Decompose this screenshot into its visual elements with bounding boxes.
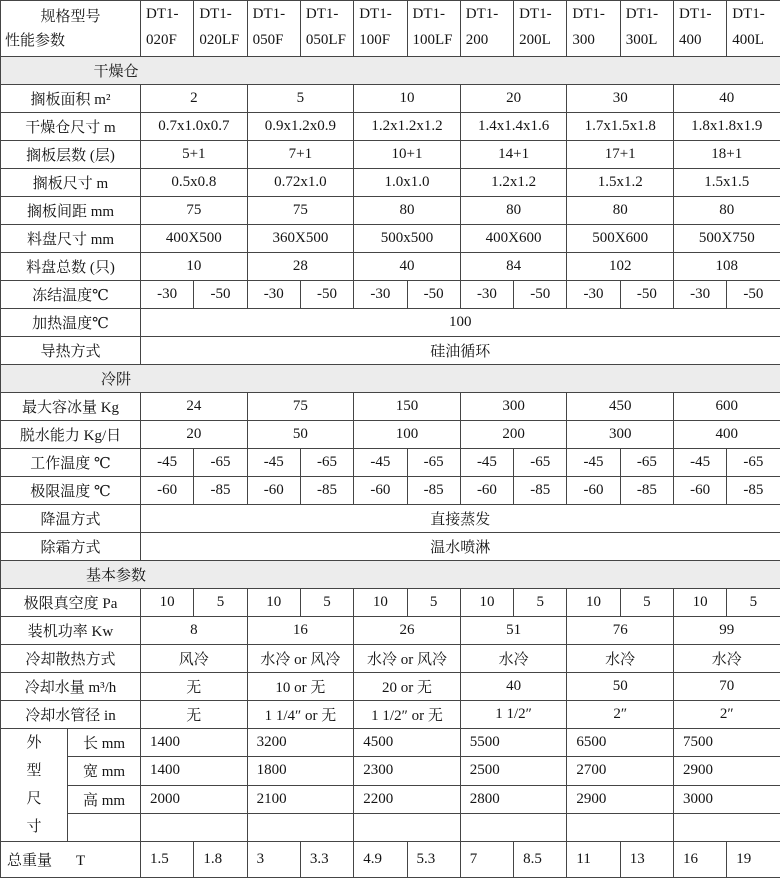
value-cell: -60 [567, 477, 620, 505]
dimension-sub-label: 宽 mm [68, 757, 141, 785]
model-prefix: DT1- [305, 6, 339, 22]
value-cell: 1.8x1.8x1.9 [673, 113, 780, 141]
value-cell: 0.5x0.8 [141, 169, 248, 197]
value-cell: -60 [247, 477, 300, 505]
value-cell: 1400 [141, 757, 248, 785]
value-cell: 300 [567, 421, 674, 449]
section-title: 基本参数 [85, 568, 146, 584]
value-cell: 水冷 or 风冷 [354, 645, 461, 673]
row-label: 料盘尺寸 mm [1, 225, 141, 253]
value-cell: 108 [673, 253, 780, 281]
value-cell [567, 813, 674, 841]
model-header-cell [194, 1, 247, 57]
model-code: 400 [678, 32, 702, 48]
value-cell: 80 [673, 197, 780, 225]
value-cell: 100 [141, 309, 780, 337]
model-code: 300 [572, 32, 595, 48]
value-cell: 2900 [673, 757, 780, 785]
value-cell: 5 [514, 589, 567, 617]
header-row [1, 1, 780, 57]
model-header-cell [407, 1, 460, 57]
model-prefix: DT1- [519, 6, 552, 22]
value-cell: 1.5 [141, 842, 194, 878]
value-cell: -30 [247, 281, 300, 309]
performance-param-label: 性能参数 [5, 33, 66, 49]
value-cell: 8.5 [514, 842, 567, 878]
spec-row [1, 673, 780, 701]
value-cell [460, 813, 567, 841]
value-cell: 7+1 [247, 141, 354, 169]
value-cell [141, 813, 248, 841]
value-cell: 75 [247, 393, 354, 421]
value-cell: -85 [407, 477, 460, 505]
value-cell: 50 [247, 421, 354, 449]
model-code: 100LF [412, 32, 453, 48]
value-cell: 1.5x1.2 [567, 169, 674, 197]
value-cell: 76 [567, 617, 674, 645]
value-cell: 10 or 无 [247, 673, 354, 701]
value-cell: -85 [727, 477, 780, 505]
spec-row [1, 141, 780, 169]
value-cell: 80 [567, 197, 674, 225]
value-cell: 硅油循环 [141, 337, 780, 365]
row-label: 导热方式 [1, 337, 141, 365]
model-code: 200 [465, 32, 489, 48]
row-label: 搁板间距 mm [1, 197, 141, 225]
dimension-row [1, 729, 780, 757]
value-cell: 5 [247, 85, 354, 113]
value-cell: 5+1 [141, 141, 248, 169]
value-cell: 6500 [567, 729, 674, 757]
value-cell: 24 [141, 393, 248, 421]
value-cell: 500x500 [354, 225, 461, 253]
value-cell: 40 [460, 673, 567, 701]
value-cell: -85 [194, 477, 247, 505]
model-header-cell [300, 1, 353, 57]
spec-row [1, 421, 780, 449]
value-cell: 30 [567, 85, 674, 113]
model-header-cell [514, 1, 567, 57]
section-title-cell [1, 365, 780, 393]
model-header-cell [620, 1, 673, 57]
spec-row [1, 253, 780, 281]
value-cell: 水冷 [460, 645, 567, 673]
value-cell: 450 [567, 393, 674, 421]
value-cell: 5 [727, 589, 780, 617]
value-cell: -45 [141, 449, 194, 477]
value-cell: 50 [567, 673, 674, 701]
value-cell: 28 [247, 253, 354, 281]
value-cell: 2000 [141, 785, 248, 813]
value-cell: 1.5x1.5 [673, 169, 780, 197]
value-cell: -30 [567, 281, 620, 309]
row-label: 加热温度℃ [1, 309, 141, 337]
spec-row [1, 393, 780, 421]
spec-row [1, 169, 780, 197]
dimension-group-char: 寸 [26, 819, 42, 835]
value-cell: 1.8 [194, 842, 247, 878]
value-cell: 2″ [673, 701, 780, 729]
value-cell: 1400 [141, 729, 248, 757]
model-header-cell [247, 1, 300, 57]
value-cell: 10 [354, 85, 461, 113]
value-cell: -30 [141, 281, 194, 309]
value-cell: 0.7x1.0x0.7 [141, 113, 248, 141]
value-cell: 3 [247, 842, 300, 878]
value-cell: 3.3 [300, 842, 353, 878]
spec-row [1, 533, 780, 561]
value-cell: 3200 [247, 729, 354, 757]
value-cell: 360X500 [247, 225, 354, 253]
value-cell: -60 [460, 477, 513, 505]
value-cell [247, 813, 354, 841]
spec-row [1, 225, 780, 253]
value-cell: 7500 [673, 729, 780, 757]
value-cell: 直接蒸发 [141, 505, 780, 533]
value-cell: 2″ [567, 701, 674, 729]
row-label: 工作温度 ℃ [1, 449, 141, 477]
row-label [1, 842, 141, 878]
spec-row [1, 281, 780, 309]
value-cell: 99 [673, 617, 780, 645]
value-cell: 水冷 [673, 645, 780, 673]
value-cell: 无 [141, 701, 248, 729]
value-cell: -45 [460, 449, 513, 477]
value-cell: 1 1/4″ or 无 [247, 701, 354, 729]
model-code: 020F [146, 32, 177, 48]
value-cell: 10 [673, 589, 726, 617]
value-cell: 40 [673, 85, 780, 113]
value-cell: -45 [247, 449, 300, 477]
value-cell: 1.4x1.4x1.6 [460, 113, 567, 141]
row-label: 装机功率 Kw [1, 617, 141, 645]
value-cell: 600 [673, 393, 780, 421]
value-cell: -65 [514, 449, 567, 477]
model-prefix: DT1- [359, 6, 392, 22]
total-weight-row [1, 842, 780, 878]
value-cell: 20 [460, 85, 567, 113]
corner-cell [1, 1, 141, 57]
value-cell: 0.9x1.2x0.9 [247, 113, 354, 141]
section-title-cell [1, 561, 780, 589]
row-label: 料盘总数 (只) [1, 253, 141, 281]
value-cell: 19 [727, 842, 780, 878]
value-cell: 5 [194, 589, 247, 617]
value-cell: -50 [727, 281, 780, 309]
value-cell: 80 [460, 197, 567, 225]
spec-row [1, 589, 780, 617]
value-cell: 3000 [673, 785, 780, 813]
model-code: 050F [252, 32, 284, 48]
value-cell: 18+1 [673, 141, 780, 169]
value-cell: -60 [141, 477, 194, 505]
value-cell: 200 [460, 421, 567, 449]
model-header-cell [673, 1, 726, 57]
row-label: 冻结温度℃ [1, 281, 141, 309]
value-cell: -30 [673, 281, 726, 309]
weight-unit: T [76, 853, 86, 869]
value-cell: 2500 [460, 757, 567, 785]
model-prefix: DT1- [199, 6, 232, 22]
value-cell: 500X750 [673, 225, 780, 253]
value-cell: -85 [300, 477, 353, 505]
weight-label-text: 总重量 [7, 853, 53, 869]
value-cell: -30 [460, 281, 513, 309]
value-cell: 400 [673, 421, 780, 449]
model-prefix: DT1- [678, 6, 712, 22]
value-cell: 75 [247, 197, 354, 225]
value-cell: -45 [567, 449, 620, 477]
section-title: 冷阱 [100, 372, 131, 388]
spec-row [1, 113, 780, 141]
spec-row [1, 449, 780, 477]
value-cell: 4.9 [354, 842, 407, 878]
dimension-row [1, 785, 780, 813]
value-cell: 无 [141, 673, 248, 701]
spec-row [1, 617, 780, 645]
value-cell: 2800 [460, 785, 567, 813]
value-cell [354, 813, 461, 841]
dimension-row [1, 757, 780, 785]
model-prefix: DT1- [625, 6, 659, 22]
value-cell: 7 [460, 842, 513, 878]
model-prefix: DT1- [252, 6, 286, 22]
model-header-cell [354, 1, 407, 57]
value-cell: 500X600 [567, 225, 674, 253]
value-cell: 2700 [567, 757, 674, 785]
dimension-row [1, 813, 780, 841]
value-cell: 70 [673, 673, 780, 701]
row-label: 干燥仓尺寸 m [1, 113, 141, 141]
value-cell: 5 [620, 589, 673, 617]
row-label: 冷却散热方式 [1, 645, 141, 673]
section-row [1, 561, 780, 589]
model-prefix: DT1- [572, 6, 605, 22]
value-cell: 5 [407, 589, 460, 617]
value-cell: 17+1 [567, 141, 674, 169]
value-cell: -65 [727, 449, 780, 477]
dimension-sub-label [68, 813, 141, 841]
value-cell: 400X600 [460, 225, 567, 253]
model-code: 100F [359, 32, 391, 48]
value-cell: 2900 [567, 785, 674, 813]
row-label: 冷却水量 m³/h [1, 673, 141, 701]
value-cell: 150 [354, 393, 461, 421]
spec-row [1, 337, 780, 365]
value-cell: 10 [460, 589, 513, 617]
value-cell [673, 813, 780, 841]
value-cell: 2300 [354, 757, 461, 785]
spec-row [1, 197, 780, 225]
value-cell: 10 [247, 589, 300, 617]
value-cell: 26 [354, 617, 461, 645]
spec-row [1, 645, 780, 673]
row-label: 搁板层数 (层) [1, 141, 141, 169]
value-cell: 5.3 [407, 842, 460, 878]
model-header-cell [727, 1, 780, 57]
value-cell: 10 [354, 589, 407, 617]
value-cell: 风冷 [141, 645, 248, 673]
row-label: 降温方式 [1, 505, 141, 533]
value-cell: -50 [194, 281, 247, 309]
model-code: 020LF [199, 32, 240, 48]
model-prefix: DT1- [732, 6, 765, 22]
value-cell: 14+1 [460, 141, 567, 169]
value-cell: -85 [620, 477, 673, 505]
value-cell: 1800 [247, 757, 354, 785]
value-cell: 水冷 or 风冷 [247, 645, 354, 673]
value-cell: -50 [300, 281, 353, 309]
spec-row [1, 309, 780, 337]
value-cell: 1.2x1.2x1.2 [354, 113, 461, 141]
spec-row [1, 477, 780, 505]
row-label: 搁板面积 m² [1, 85, 141, 113]
value-cell: 300 [460, 393, 567, 421]
model-prefix: DT1- [146, 6, 179, 22]
dimension-sub-label: 高 mm [68, 785, 141, 813]
value-cell: -45 [673, 449, 726, 477]
model-prefix: DT1- [465, 6, 499, 22]
value-cell: 温水喷淋 [141, 533, 780, 561]
value-cell: -50 [514, 281, 567, 309]
model-header-cell [567, 1, 620, 57]
dimension-group-label [1, 729, 68, 842]
value-cell: -60 [354, 477, 407, 505]
value-cell: 水冷 [567, 645, 674, 673]
value-cell: -60 [673, 477, 726, 505]
value-cell: 1.2x1.2 [460, 169, 567, 197]
value-cell: 5500 [460, 729, 567, 757]
dimension-group-char: 型 [26, 763, 42, 779]
row-label: 冷却水管径 in [1, 701, 141, 729]
value-cell: 16 [247, 617, 354, 645]
value-cell: 11 [567, 842, 620, 878]
value-cell: 102 [567, 253, 674, 281]
model-header-cell [141, 1, 194, 57]
value-cell: 400X500 [141, 225, 248, 253]
value-cell: 13 [620, 842, 673, 878]
section-row [1, 57, 780, 85]
value-cell: -65 [300, 449, 353, 477]
value-cell: 80 [354, 197, 461, 225]
value-cell: -50 [407, 281, 460, 309]
value-cell: -65 [407, 449, 460, 477]
value-cell: 84 [460, 253, 567, 281]
value-cell: 10 [141, 589, 194, 617]
spec-model-label: 规格型号 [40, 9, 101, 25]
spec-row [1, 85, 780, 113]
value-cell: -65 [620, 449, 673, 477]
section-title: 干燥仓 [93, 64, 139, 80]
row-label: 除霜方式 [1, 533, 141, 561]
row-label: 极限温度 ℃ [1, 477, 141, 505]
row-label: 极限真空度 Pa [1, 589, 141, 617]
value-cell: 20 or 无 [354, 673, 461, 701]
row-label: 搁板尺寸 m [1, 169, 141, 197]
value-cell: 16 [673, 842, 726, 878]
value-cell: 8 [141, 617, 248, 645]
dimension-sub-label: 长 mm [68, 729, 141, 757]
value-cell: 10+1 [354, 141, 461, 169]
value-cell: 2100 [247, 785, 354, 813]
spec-row [1, 505, 780, 533]
value-cell: -85 [514, 477, 567, 505]
value-cell: -65 [194, 449, 247, 477]
value-cell: 1.7x1.5x1.8 [567, 113, 674, 141]
section-title-cell [1, 57, 780, 85]
row-label: 最大容冰量 Kg [1, 393, 141, 421]
value-cell: 2 [141, 85, 248, 113]
section-row [1, 365, 780, 393]
value-cell: 10 [567, 589, 620, 617]
model-code: 300L [625, 32, 658, 48]
row-label: 脱水能力 Kg/日 [1, 421, 141, 449]
model-code: 200L [519, 32, 551, 48]
model-prefix: DT1- [412, 6, 445, 22]
value-cell: 100 [354, 421, 461, 449]
value-cell: 5 [300, 589, 353, 617]
value-cell: 0.72x1.0 [247, 169, 354, 197]
model-code: 400L [732, 32, 764, 48]
value-cell: 1 1/2″ [460, 701, 567, 729]
model-code: 050LF [305, 32, 346, 48]
value-cell: 75 [141, 197, 248, 225]
value-cell: 10 [141, 253, 248, 281]
value-cell: -45 [354, 449, 407, 477]
value-cell: -30 [354, 281, 407, 309]
value-cell: -50 [620, 281, 673, 309]
value-cell: 1.0x1.0 [354, 169, 461, 197]
value-cell: 51 [460, 617, 567, 645]
value-cell: 20 [141, 421, 248, 449]
model-header-cell [460, 1, 513, 57]
value-cell: 40 [354, 253, 461, 281]
dimension-group-char: 尺 [26, 791, 42, 807]
value-cell: 4500 [354, 729, 461, 757]
dimension-group-char: 外 [26, 735, 42, 751]
value-cell: 1 1/2″ or 无 [354, 701, 461, 729]
value-cell: 2200 [354, 785, 461, 813]
spec-row [1, 701, 780, 729]
